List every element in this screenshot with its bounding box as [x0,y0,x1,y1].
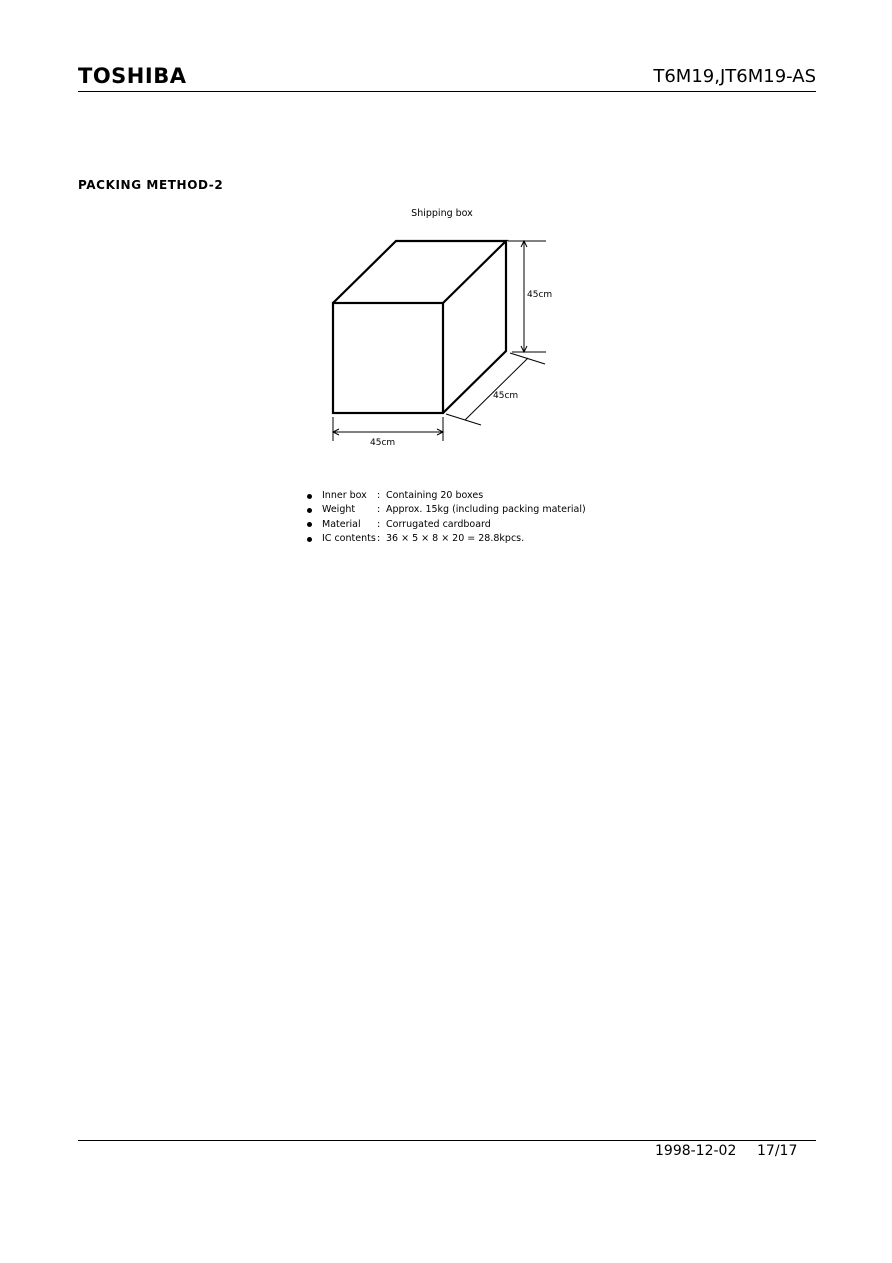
spec-separator: : [377,532,381,544]
company-logo: TOSHIBA [78,64,187,88]
spec-item-ic-contents [305,532,586,546]
spec-item-material [305,518,586,532]
bullet-icon [307,522,312,527]
spec-value: Approx. 15kg (including packing material) [386,504,586,516]
spec-separator: : [377,518,381,530]
height-label: 45cm [527,290,553,300]
box-front-face [333,303,443,413]
figure-caption: Shipping box [411,208,473,219]
bullet-icon [307,537,312,542]
shipping-box-diagram [0,0,892,500]
footer-rule [78,1140,816,1141]
footer-date: 1998-12-02 [655,1143,737,1159]
bullet-icon [307,494,312,499]
box-side-face [443,241,506,413]
spec-list [305,489,586,546]
bullet-icon [307,508,312,513]
spec-item-inner-box [305,489,586,503]
spec-label: Inner box [322,490,367,501]
box-top-face [333,241,506,303]
section-title: PACKING METHOD-2 [78,178,224,192]
spec-separator: : [377,490,381,501]
spec-label: Weight [322,504,356,516]
width-label: 45cm [370,438,396,448]
spec-value: 36 × 5 × 8 × 20 = 28.8kpcs. [386,532,525,544]
part-number: T6M19,JT6M19-AS [653,66,816,87]
page-number: 17/17 [757,1143,798,1159]
depth-label: 45cm [493,391,519,401]
spec-item-weight [305,503,586,517]
spec-value: Containing 20 boxes [386,490,484,501]
spec-label: Material [322,518,361,530]
depth-dimension [446,353,545,425]
spec-label: IC contents [322,532,376,544]
spec-separator: : [377,504,381,516]
spec-value: Corrugated cardboard [386,518,491,530]
